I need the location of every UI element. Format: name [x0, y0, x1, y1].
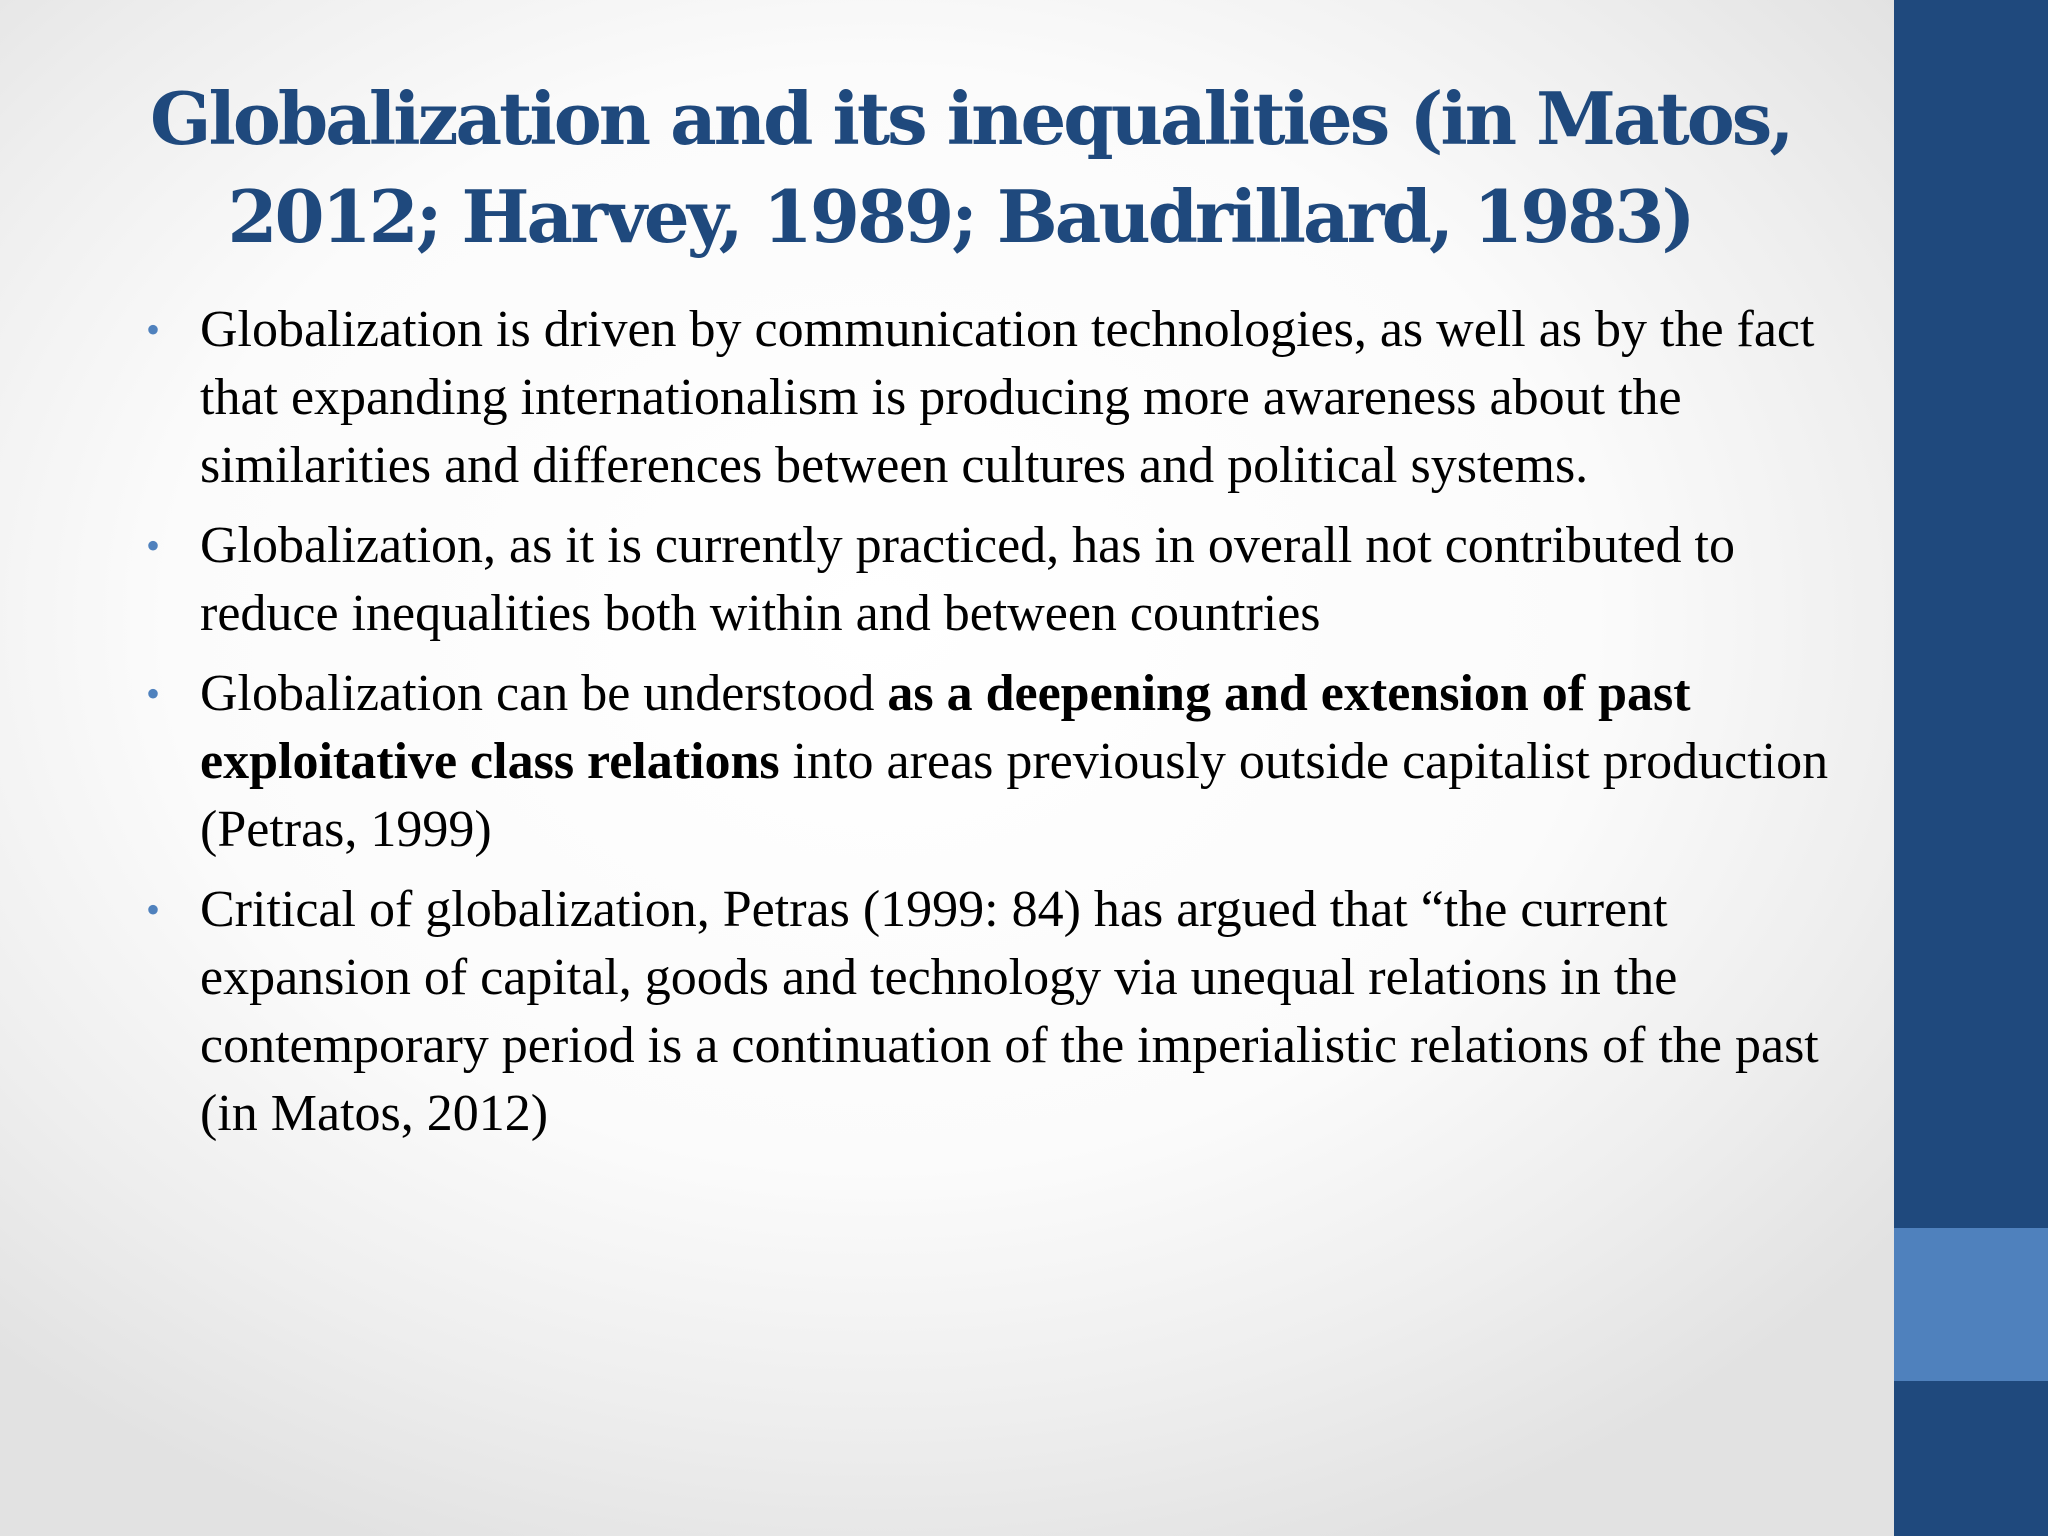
title-line-2: 2012; Harvey, 1989; Baudrillard, 1983) — [227, 174, 1693, 259]
side-bar-accent — [1894, 1228, 2048, 1381]
bullet-text: Globalization is driven by communication technologies, as well as by the fact that expanding internationalism is producing more awareness about the similarities and differences between cultures and political systems. — [200, 301, 1815, 494]
bullet-dot-icon: • — [146, 307, 161, 352]
slide-title — [150, 70, 1792, 266]
bullet-text-bold: as a deepening and extension of past exploitative class relations — [200, 665, 1691, 790]
bullet-item-4 — [146, 876, 1886, 1148]
bullet-text: Critical of globalization, Petras (1999: 84) has argued that “the current expansion of capital, goods and technology via unequal relations in the contemporary period is a continuation of the imperialistic relations of the past (in Matos, 2012) — [200, 881, 1819, 1142]
title-line-1: Globalization and its inequalities (in Matos, — [150, 76, 1792, 161]
bullet-text-after: into areas previously outside capitalist production (Petras, 1999) — [200, 733, 1829, 858]
bullet-item-1 — [146, 296, 1886, 500]
bullet-item-3 — [146, 660, 1886, 864]
bullet-item-2 — [146, 512, 1886, 648]
bullet-dot-icon: • — [146, 671, 161, 716]
bullet-list — [146, 296, 1886, 1160]
bullet-dot-icon: • — [146, 523, 161, 568]
bullet-text: Globalization, as it is currently practiced, has in overall not contributed to reduce inequalities both within and between countries — [200, 517, 1735, 642]
bullet-dot-icon: • — [146, 887, 161, 932]
bullet-text-before: Globalization can be understood — [200, 665, 888, 722]
